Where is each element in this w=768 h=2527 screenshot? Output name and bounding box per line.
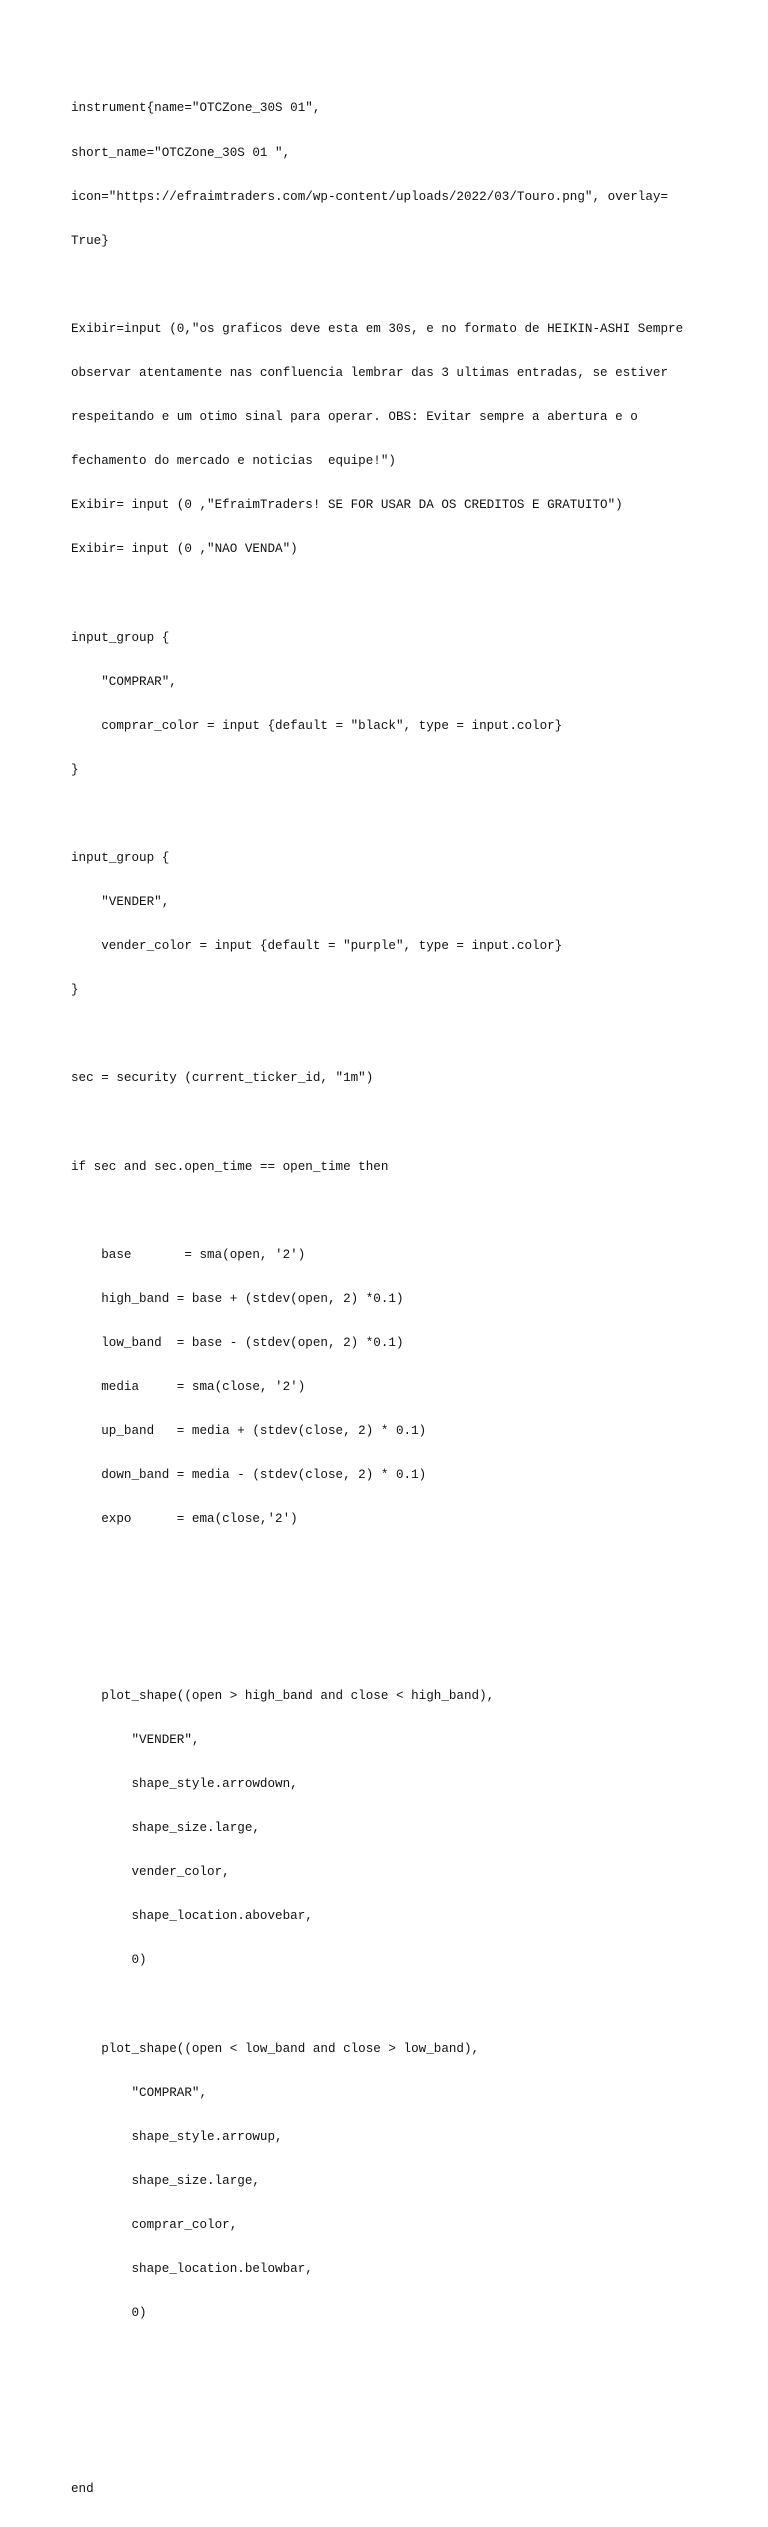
code-line: respeitando e um otimo sinal para operar. OBS: Evitar sempre a abertura e o [71, 410, 638, 425]
code-line [71, 586, 711, 601]
code-line: low_band = base - (stdev(open, 2) *0.1) [71, 1336, 404, 1351]
code-line: comprar_color = input {default = "black", type = input.color} [71, 718, 563, 733]
code-line: } [71, 983, 79, 998]
code-line: input_group { [71, 630, 170, 645]
code-line [71, 1116, 711, 1131]
code-line: plot_shape((open < low_band and close > low_band), [71, 2041, 480, 2056]
code-line [71, 1601, 711, 1616]
code-line: base = sma(open, '2') [71, 1247, 306, 1262]
code-line: media = sma(close, '2') [71, 1380, 306, 1395]
code-line: down_band = media - (stdev(close, 2) * 0.1) [71, 1468, 427, 1483]
code-line: "COMPRAR", [71, 2085, 208, 2100]
code-line: icon="https://efraimtraders.com/wp-content/uploads/2022/03/Touro.png", overlay= [71, 189, 669, 204]
code-line: shape_size.large, [71, 2173, 260, 2188]
code-line: "VENDER", [71, 895, 170, 910]
code-line: expo = ema(close,'2') [71, 1512, 298, 1527]
code-line: up_band = media + (stdev(close, 2) * 0.1) [71, 1424, 427, 1439]
code-line [71, 807, 711, 822]
code-line [71, 1204, 711, 1219]
code-line: vender_color, [71, 1865, 230, 1880]
code-line [71, 278, 711, 293]
code-line: shape_style.arrowup, [71, 2129, 283, 2144]
code-line: vender_color = input {default = "purple", type = input.color} [71, 939, 563, 954]
code-line: sec = security (current_ticker_id, "1m") [71, 1071, 374, 1086]
code-line: 0) [71, 2306, 147, 2321]
code-line: shape_style.arrowdown, [71, 1776, 298, 1791]
code-line: True} [71, 233, 109, 248]
code-line: plot_shape((open > high_band and close < high_band), [71, 1688, 495, 1703]
code-line: Exibir=input (0,"os graficos deve esta em 30s, e no formato de HEIKIN-ASHI Sempre [71, 321, 684, 336]
code-line: observar atentamente nas confluencia lembrar das 3 ultimas entradas, se estiver [71, 365, 669, 380]
code-line [71, 1557, 711, 1572]
code-line [71, 2438, 711, 2453]
code-line [71, 2350, 711, 2365]
code-line: short_name="OTCZone_30S 01 ", [71, 145, 291, 160]
script-code-block [71, 72, 711, 2527]
code-line: fechamento do mercado e noticias equipe!") [71, 454, 396, 469]
code-line: shape_location.belowbar, [71, 2262, 313, 2276]
code-line: Exibir= input (0 ,"EfraimTraders! SE FOR USAR DA OS CREDITOS E GRATUITO") [71, 498, 623, 513]
code-line: "COMPRAR", [71, 674, 177, 689]
code-line: if sec and sec.open_time == open_time then [71, 1159, 389, 1174]
code-line: shape_size.large, [71, 1821, 260, 1836]
code-line: } [71, 762, 79, 777]
code-line: "VENDER", [71, 1732, 200, 1747]
code-line: shape_location.abovebar, [71, 1909, 313, 1924]
code-line: comprar_color, [71, 2217, 238, 2232]
code-line: high_band = base + (stdev(open, 2) *0.1) [71, 1291, 404, 1306]
code-line: input_group { [71, 851, 170, 865]
code-line: end [71, 2482, 94, 2497]
code-line: Exibir= input (0 ,"NAO VENDA") [71, 542, 298, 557]
code-line [71, 1027, 711, 1042]
code-line [71, 1645, 711, 1660]
code-line: 0) [71, 1953, 147, 1968]
code-line [71, 2394, 711, 2409]
code-line: instrument{name="OTCZone_30S 01", [71, 101, 321, 116]
code-line [71, 1997, 711, 2012]
